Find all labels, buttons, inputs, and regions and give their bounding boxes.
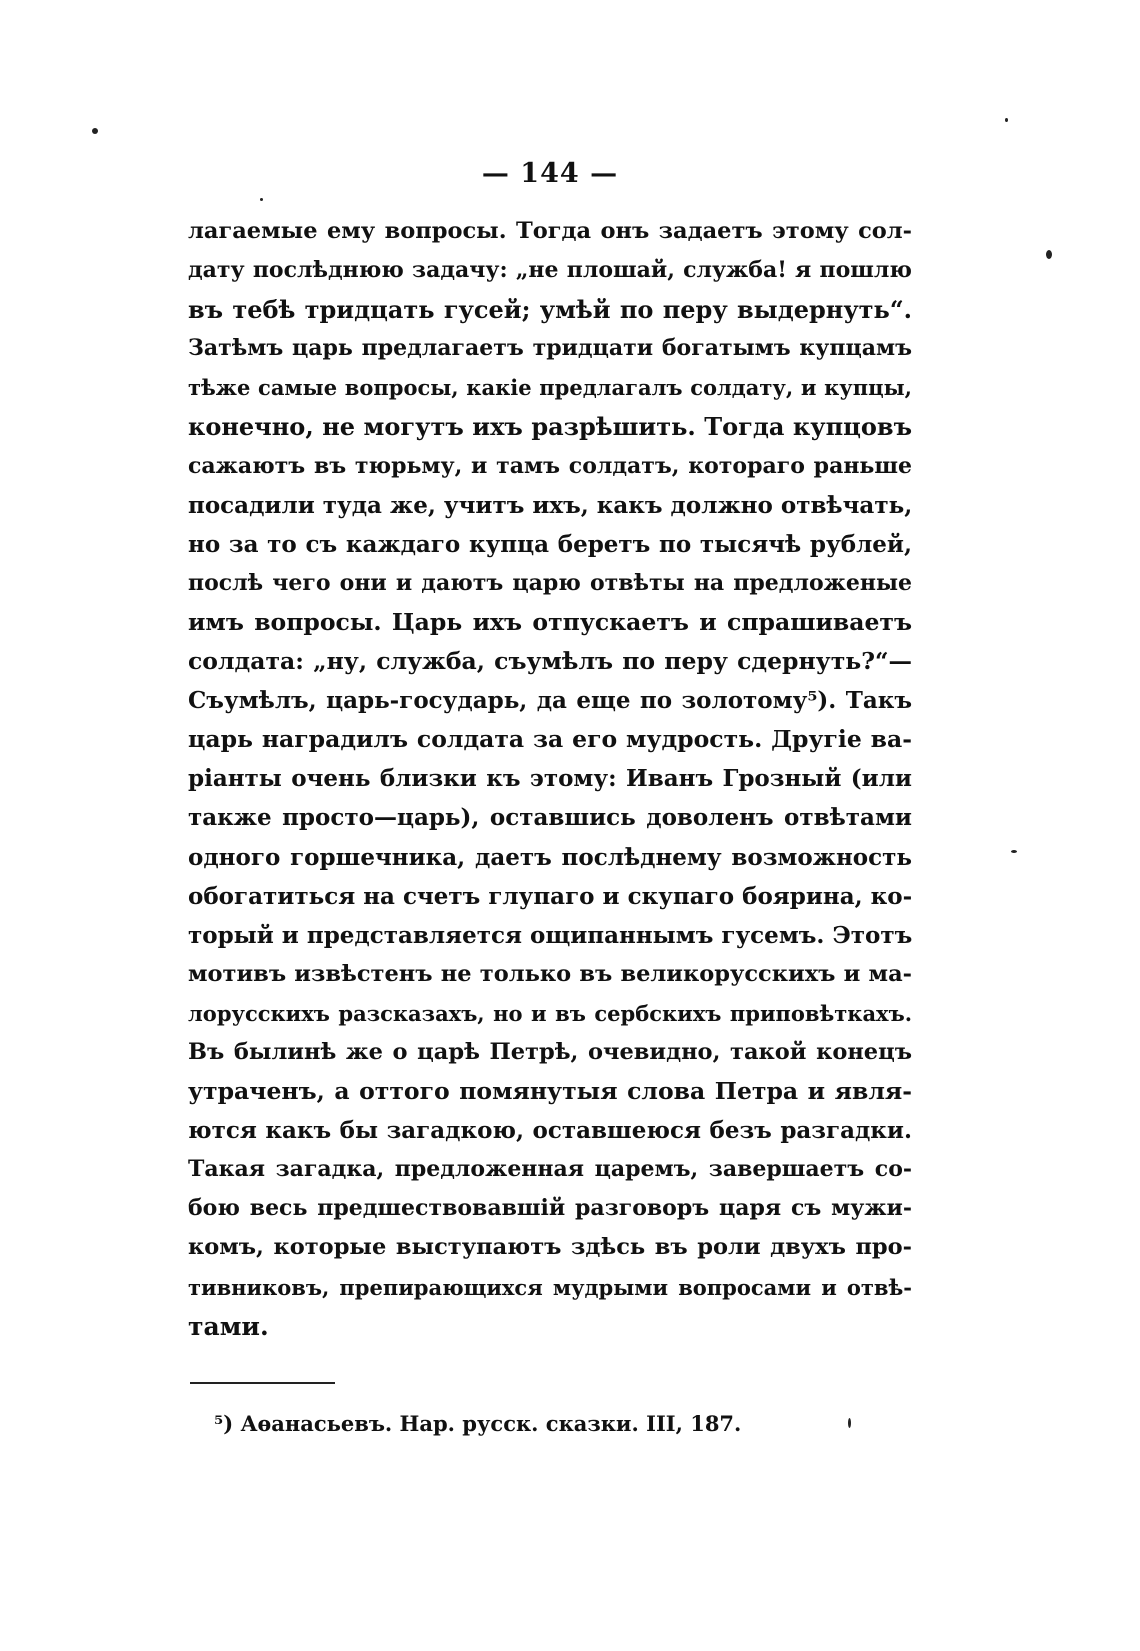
text-line: дату послѣднюю задачу: „не плошай, служба! я пошлю (188, 257, 912, 284)
page-number: — 144 — (481, 158, 619, 189)
text-line: лагаемые ему вопросы. Тогда онъ задаетъ этому сол- (188, 218, 912, 244)
text-line: ются какъ бы загадкою, оставшеюся безъ разгадки. (188, 1117, 912, 1145)
scan-speck (1011, 850, 1017, 853)
scan-speck (260, 198, 263, 201)
text-line: посадили туда же, учитъ ихъ, какъ должно отвѣчать, (188, 491, 913, 519)
text-line: сажаютъ въ тюрьму, и тамъ солдатъ, котораго раньше (188, 452, 912, 479)
footnote-rule (190, 1382, 335, 1384)
text-line: одного горшечника, даетъ послѣднему возможность (188, 843, 912, 871)
text-line: солдата: „ну, служба, съумѣлъ по перу сдернуть?“— (188, 647, 912, 676)
scan-speck (1005, 118, 1008, 122)
text-line: бою весь предшествовавшiй разговоръ царя съ мужи- (188, 1195, 912, 1222)
text-line: также просто—царь), оставшись доволенъ отвѣтами (188, 804, 912, 832)
text-line: Затѣмъ царь предлагаетъ тридцати богатымъ купцамъ (188, 335, 912, 362)
text-line: лорусскихъ разсказахъ, но и въ сербскихъ приповѣткахъ. (188, 1000, 912, 1026)
text-line: комъ, которые выступаютъ здѣсь въ роли двухъ про- (188, 1234, 912, 1261)
footnote: ⁵) Аѳанасьевъ. Нар. русск. сказки. III, 187. (214, 1411, 742, 1436)
text-line: мотивъ извѣстенъ не только въ великорусскихъ и ма- (188, 960, 912, 987)
scan-speck (1046, 250, 1052, 259)
text-line: имъ вопросы. Царь ихъ отпускаетъ и спрашиваетъ (188, 607, 912, 636)
scan-speck (92, 128, 98, 134)
text-line: утраченъ, а оттого помянутыя слова Петра и явля- (188, 1077, 912, 1106)
scan-speck (848, 1418, 851, 1428)
text-line: конечно, не могутъ ихъ разрѣшить. Тогда купцовъ (188, 412, 912, 442)
text-line: Съумѣлъ, царь-государь, да еще по золотому⁵). Такъ (188, 687, 912, 715)
text-line: тивниковъ, препирающихся мудрыми вопросами и отвѣ- (188, 1274, 912, 1300)
text-line: обогатиться на счетъ глупаго и скупаго боярина, ко- (188, 882, 913, 910)
text-line: Такая загадка, предложенная царемъ, завершаетъ со- (188, 1156, 912, 1183)
text-line: рiанты очень близки къ этому: Иванъ Грозный (или (188, 765, 912, 793)
text-line: послѣ чего они и даютъ царю отвѣты на предложеные (188, 569, 912, 596)
text-line: тѣже самые вопросы, какiе предлагалъ солдату, и купцы, (188, 375, 912, 401)
text-line: въ тебѣ тридцать гусей; умѣй по перу выдернуть“. (188, 295, 912, 325)
text-line: царь наградилъ солдата за его мудрость. Другiе ва- (188, 725, 912, 754)
text-line: тами. (188, 1311, 269, 1341)
text-line: торый и представляется ощипаннымъ гусемъ. Этотъ (188, 921, 913, 949)
text-line: но за то съ каждаго купца беретъ по тысячѣ рублей, (188, 530, 912, 558)
text-line: Въ былинѣ же о царѣ Петрѣ, очевидно, такой конецъ (188, 1038, 912, 1065)
body-text (188, 212, 912, 1346)
